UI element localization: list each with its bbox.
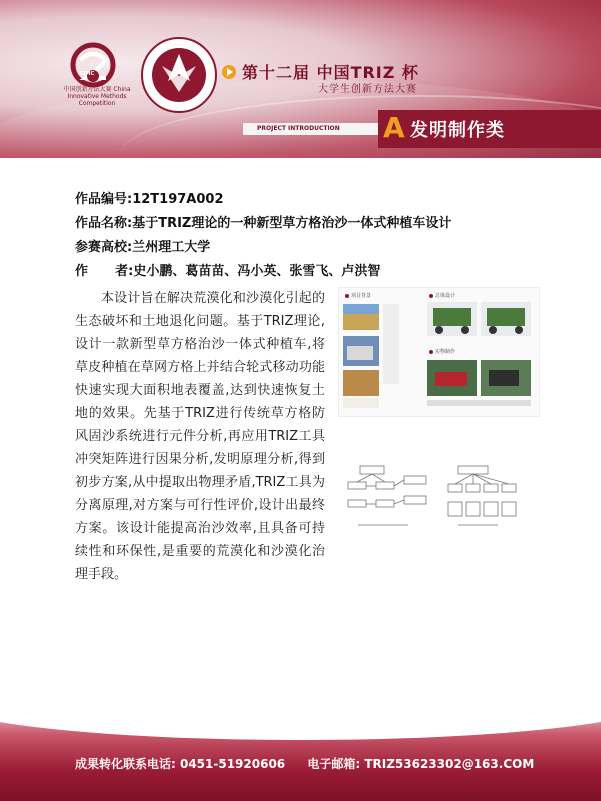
project-description: 本设计旨在解决荒漠化和沙漠化引起的生态破坏和土地退化问题。基于TRIZ理论,设计一款新型草方格治沙一体式种植车,将草皮种植在草网方格上并结合轮式移动功能快速实现大面积地表覆盖,达到快速恢复土地的效果。先基于TRIZ进行传统草方格防风固沙系统进行元件分析,再应用TRIZ工具冲突矩阵进行因果分析,发明原理分析,得到初步方案,从中提取出物理矛盾,TRIZ工具为分离原理,对方案与可行性评价,设计出最终方案。该设计能提高治沙效率,且具备可持续性和环保性,是重要的荒漠化和沙漠化治理手段。 (75, 291, 325, 582)
analysis-diagram-graphic (338, 462, 538, 532)
project-id: 作品编号:12T197A002 (75, 192, 224, 207)
page-subtitle: 大学生创新方法大赛 (318, 84, 417, 95)
figure-label-background: 项目背景 (351, 293, 372, 299)
project-meta (75, 188, 451, 284)
footer-contact (75, 755, 552, 772)
project-school: 参赛高校:兰州理工大学 (75, 240, 211, 255)
contact-email: 电子邮箱: TRIZ53623302@163.COM (307, 757, 535, 771)
contact-phone: 成果转化联系电话: 0451-51920606 (75, 757, 286, 771)
competition-emblem-icon (140, 36, 218, 114)
footer-banner (0, 700, 601, 801)
play-icon (222, 65, 236, 79)
category-letter: A (383, 111, 405, 144)
logo-badge: CIMC (80, 71, 95, 77)
figure-label-design: 总体设计 (435, 293, 456, 299)
category-label: 发明制作类 (410, 120, 505, 141)
footer-white-curve (0, 700, 601, 740)
logo-caption: 中国创新方法大赛 China Innovative Methods Competition (63, 86, 131, 107)
figure-label-prototype: 实物制作 (435, 349, 456, 355)
section-tag: PROJECT INTRODUCTION (243, 123, 378, 135)
analysis-diagrams (338, 462, 538, 532)
project-figure (338, 287, 540, 417)
page-title: 第十二届 中国TRIZ 杯 (242, 63, 419, 82)
project-authors: 作 者:史小鹏、葛苗苗、冯小英、张雪飞、卢洪智 (75, 264, 381, 279)
header-banner (0, 0, 601, 158)
project-name: 作品名称:基于TRIZ理论的一种新型草方格治沙一体式种植车设计 (75, 216, 452, 231)
